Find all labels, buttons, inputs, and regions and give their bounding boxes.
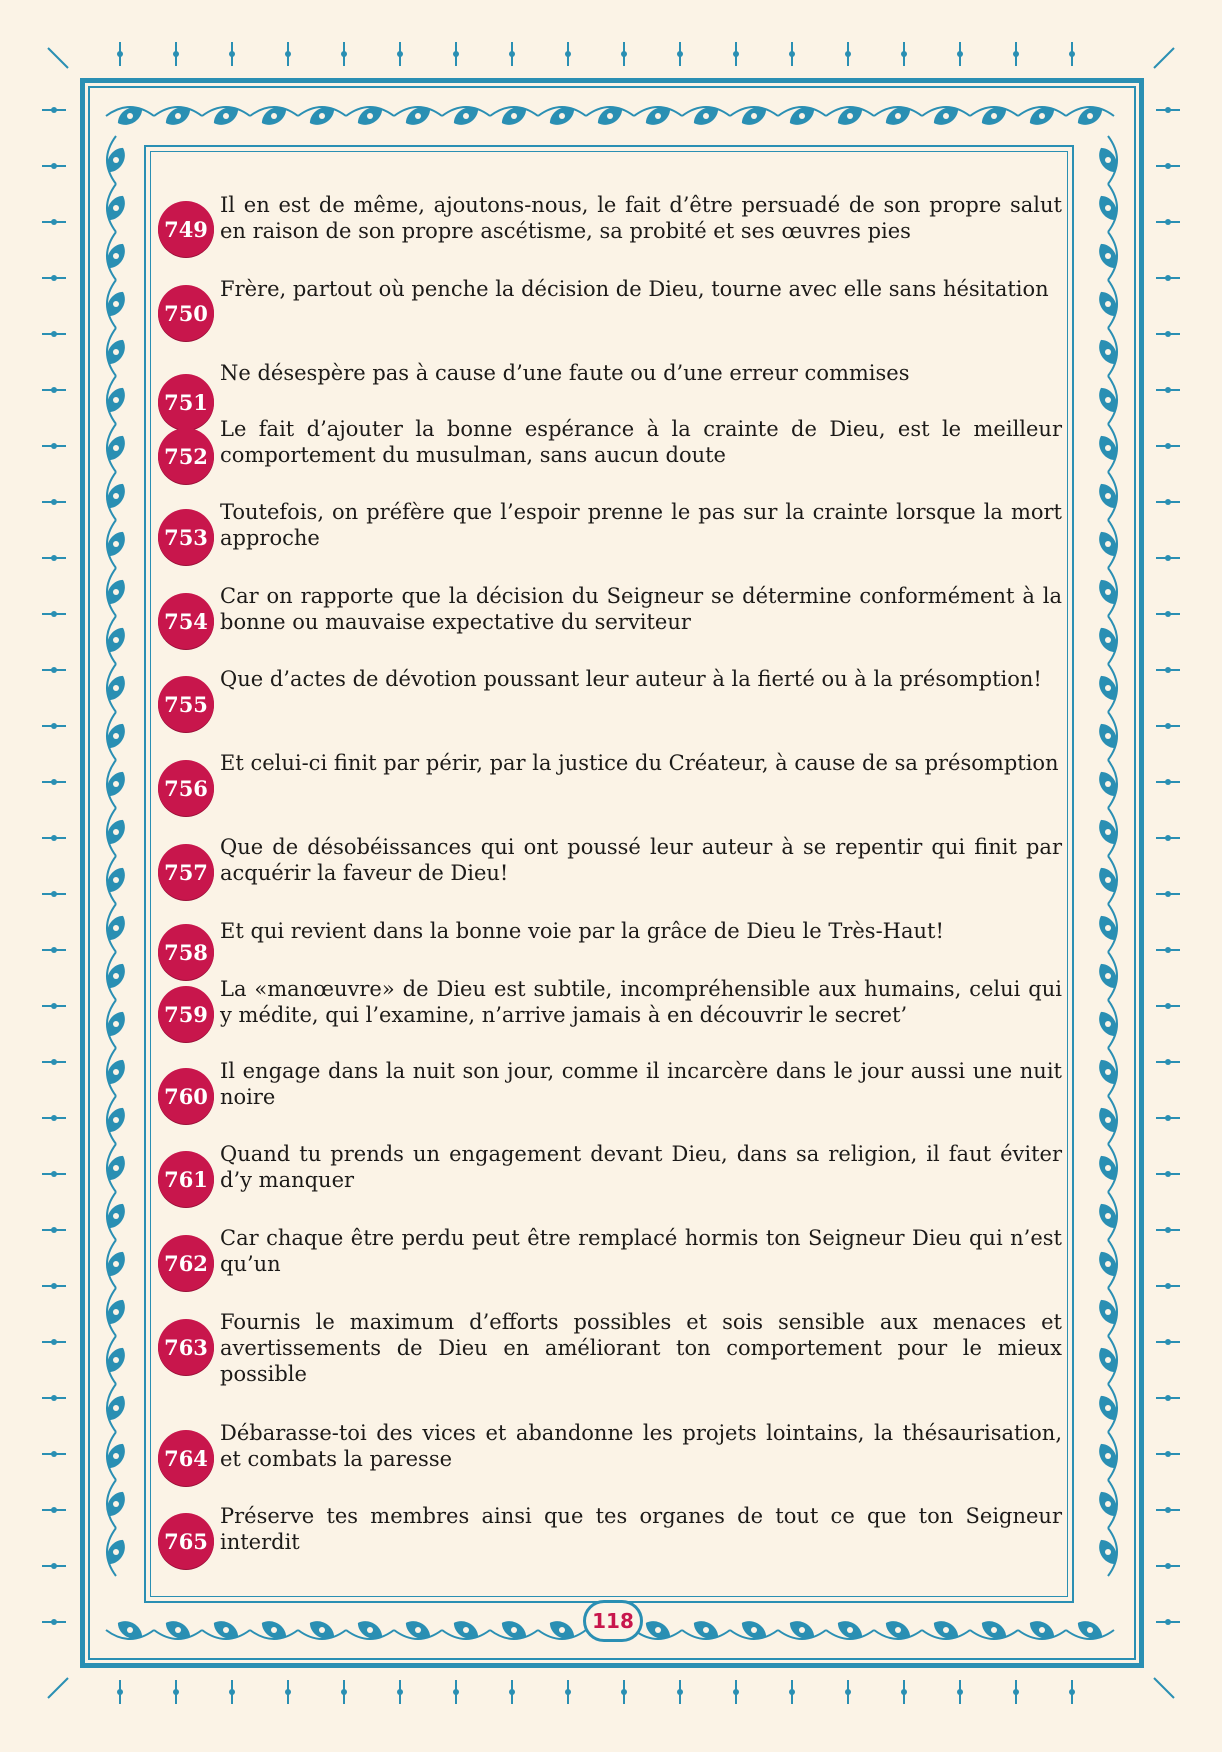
top-tick-dot (173, 51, 179, 57)
corner-arrow (1154, 1678, 1174, 1698)
verse-number-badge: 757 (158, 844, 214, 900)
left-tick-dot (51, 1059, 57, 1065)
verse-text: Ne désespère pas à cause d’une faute ou d’une erreur commises (220, 361, 910, 385)
verse-text: Il en est de même, ajoutons-nous, le fait d’être persuadé de son propre salut en raison de son propre ascétisme, sa probité et ses œuvres pies (220, 193, 1062, 243)
verse-number-badge: 758 (158, 924, 214, 980)
left-tick-dot (51, 611, 57, 617)
top-tick-dot (1013, 51, 1019, 57)
verse-765 (158, 1501, 1064, 1571)
verse-757 (158, 832, 1064, 902)
right-tick-dot (1165, 1171, 1171, 1177)
left-tick-dot (51, 107, 57, 113)
right-tick-dot (1165, 1395, 1171, 1401)
left-tick-dot (51, 555, 57, 561)
verse-753 (158, 497, 1064, 567)
verse-text: Le fait d’ajouter la bonne espérance à la crainte de Dieu, est le meilleur comportement du musulman, sans aucun doute (220, 417, 1062, 467)
verse-755 (158, 664, 1064, 734)
verse-text: La «manœuvre» de Dieu est subtile, incompréhensible aux humains, celui qui y médite, qui l’examine, n’arrive jamais à en découvrir le secret’ (220, 977, 1062, 1027)
verse-text: Préserve tes membres ainsi que tes organes de tout ce que ton Seigneur interdit (220, 1504, 1062, 1554)
verse-number-badge: 759 (158, 986, 214, 1042)
left-tick-dot (51, 1339, 57, 1345)
left-tick-dot (51, 835, 57, 841)
right-tick-dot (1165, 163, 1171, 169)
verse-text: Et celui-ci finit par périr, par la justice du Créateur, à cause de sa présomption (220, 751, 1059, 775)
left-tick-dot (51, 499, 57, 505)
verse-text: Que d’actes de dévotion poussant leur auteur à la fierté ou à la présomption! (220, 667, 1042, 691)
right-tick-dot (1165, 275, 1171, 281)
right-tick-dot (1165, 1563, 1171, 1569)
right-tick-dot (1165, 1003, 1171, 1009)
verse-number-badge: 760 (158, 1068, 214, 1124)
bottom-tick-dot (621, 1689, 627, 1695)
verse-number-badge: 754 (158, 593, 214, 649)
top-tick-dot (565, 51, 571, 57)
left-tick-dot (51, 275, 57, 281)
top-tick-dot (677, 51, 683, 57)
corner-arrow (48, 48, 68, 68)
verse-756 (158, 748, 1064, 818)
left-tick-dot (51, 219, 57, 225)
verse-750 (158, 274, 1064, 344)
verse-number-badge: 764 (158, 1430, 214, 1486)
right-tick-dot (1165, 387, 1171, 393)
verse-752 (158, 414, 1064, 484)
bottom-tick-dot (229, 1689, 235, 1695)
left-tick-dot (51, 1507, 57, 1513)
bottom-tick-dot (1069, 1689, 1075, 1695)
verse-list (158, 190, 1064, 1580)
left-tick-dot (51, 723, 57, 729)
verse-text: Il engage dans la nuit son jour, comme il incarcère dans le jour aussi une nuit noire (220, 1059, 1062, 1109)
corner-arrow (48, 1678, 68, 1698)
right-tick-dot (1165, 891, 1171, 897)
top-tick-dot (1069, 51, 1075, 57)
verse-text: Car chaque être perdu peut être remplacé hormis ton Seigneur Dieu qui n’est qu’un (220, 1226, 1062, 1276)
top-tick-dot (957, 51, 963, 57)
bottom-tick-dot (397, 1689, 403, 1695)
verse-number-badge: 753 (158, 509, 214, 565)
verse-763 (158, 1307, 1064, 1386)
left-tick-dot (51, 779, 57, 785)
verse-760 (158, 1056, 1064, 1126)
right-tick-dot (1165, 1619, 1171, 1625)
left-tick-dot (51, 667, 57, 673)
verse-text: Frère, partout où penche la décision de Dieu, tourne avec elle sans hésitation (220, 277, 1049, 301)
right-tick-dot (1165, 555, 1171, 561)
top-tick-dot (453, 51, 459, 57)
right-tick-dot (1165, 723, 1171, 729)
bottom-tick-dot (677, 1689, 683, 1695)
left-tick-dot (51, 1227, 57, 1233)
top-tick-dot (845, 51, 851, 57)
right-tick-dot (1165, 1283, 1171, 1289)
verse-759 (158, 974, 1064, 1044)
verse-number-badge: 756 (158, 760, 214, 816)
bottom-tick-dot (453, 1689, 459, 1695)
top-tick-dot (341, 51, 347, 57)
left-tick-dot (51, 1563, 57, 1569)
right-tick-dot (1165, 219, 1171, 225)
bottom-tick-dot (957, 1689, 963, 1695)
verse-text: Toutefois, on préfère que l’espoir prenne le pas sur la crainte lorsque la mort approche (220, 500, 1062, 550)
top-tick-dot (901, 51, 907, 57)
left-tick-dot (51, 387, 57, 393)
right-tick-dot (1165, 443, 1171, 449)
right-tick-dot (1165, 1339, 1171, 1345)
right-tick-dot (1165, 499, 1171, 505)
bottom-tick-dot (341, 1689, 347, 1695)
bottom-tick-dot (509, 1689, 515, 1695)
top-tick-dot (509, 51, 515, 57)
top-tick-dot (117, 51, 123, 57)
left-tick-dot (51, 1395, 57, 1401)
left-tick-dot (51, 163, 57, 169)
right-tick-dot (1165, 835, 1171, 841)
right-tick-dot (1165, 1451, 1171, 1457)
verse-number-badge: 765 (158, 1513, 214, 1569)
corner-arrow (1154, 48, 1174, 68)
left-tick-dot (51, 331, 57, 337)
verse-764 (158, 1418, 1064, 1488)
verse-number-badge: 752 (158, 428, 214, 484)
verse-text: Et qui revient dans la bonne voie par la grâce de Dieu le Très-Haut! (220, 919, 944, 943)
bottom-tick-dot (565, 1689, 571, 1695)
right-tick-dot (1165, 667, 1171, 673)
left-tick-dot (51, 443, 57, 449)
left-tick-dot (51, 1619, 57, 1625)
top-tick-dot (397, 51, 403, 57)
right-tick-dot (1165, 947, 1171, 953)
left-tick-dot (51, 1115, 57, 1121)
bottom-tick-dot (733, 1689, 739, 1695)
bottom-tick-dot (117, 1689, 123, 1695)
right-tick-dot (1165, 1507, 1171, 1513)
left-tick-dot (51, 1451, 57, 1457)
bottom-tick-dot (845, 1689, 851, 1695)
verse-number-badge: 763 (158, 1319, 214, 1375)
verse-text: Que de désobéissances qui ont poussé leur auteur à se repentir qui finit par acquérir la faveur de Dieu! (220, 835, 1062, 885)
verse-761 (158, 1139, 1064, 1209)
left-tick-dot (51, 1283, 57, 1289)
left-tick-dot (51, 891, 57, 897)
right-tick-dot (1165, 611, 1171, 617)
left-tick-dot (51, 947, 57, 953)
right-tick-dot (1165, 1059, 1171, 1065)
bottom-tick-dot (285, 1689, 291, 1695)
verse-text: Débarasse-toi des vices et abandonne les projets lointains, la thésaurisation, et combats la paresse (220, 1421, 1062, 1471)
right-tick-dot (1165, 331, 1171, 337)
top-tick-dot (229, 51, 235, 57)
verse-text: Quand tu prends un engagement devant Dieu, dans sa religion, il faut éviter d’y manquer (220, 1142, 1062, 1192)
top-tick-dot (789, 51, 795, 57)
verse-number-badge: 749 (158, 201, 214, 257)
verse-number-badge: 755 (158, 676, 214, 732)
top-tick-dot (285, 51, 291, 57)
verse-number-badge: 762 (158, 1235, 214, 1291)
bottom-tick-dot (901, 1689, 907, 1695)
right-tick-dot (1165, 779, 1171, 785)
bottom-tick-dot (789, 1689, 795, 1695)
left-tick-dot (51, 1003, 57, 1009)
verse-number-badge: 750 (158, 285, 214, 341)
verse-text: Fournis le maximum d’efforts possibles et sois sensible aux menaces et avertissements de Dieu en améliorant ton comportement pour le mieux possible (220, 1310, 1062, 1386)
page-number: 118 (583, 1600, 643, 1642)
right-tick-dot (1165, 1227, 1171, 1233)
right-tick-dot (1165, 1115, 1171, 1121)
top-tick-dot (621, 51, 627, 57)
verse-754 (158, 581, 1064, 651)
verse-number-badge: 761 (158, 1151, 214, 1207)
top-tick-dot (733, 51, 739, 57)
verse-762 (158, 1223, 1064, 1293)
verse-text: Car on rapporte que la décision du Seigneur se détermine conformément à la bonne ou mauvaise expectative du serviteur (220, 584, 1062, 634)
bottom-tick-dot (173, 1689, 179, 1695)
right-tick-dot (1165, 107, 1171, 113)
left-tick-dot (51, 1171, 57, 1177)
verse-number-badge: 751 (158, 374, 214, 430)
bottom-tick-dot (1013, 1689, 1019, 1695)
verse-749 (158, 190, 1064, 260)
